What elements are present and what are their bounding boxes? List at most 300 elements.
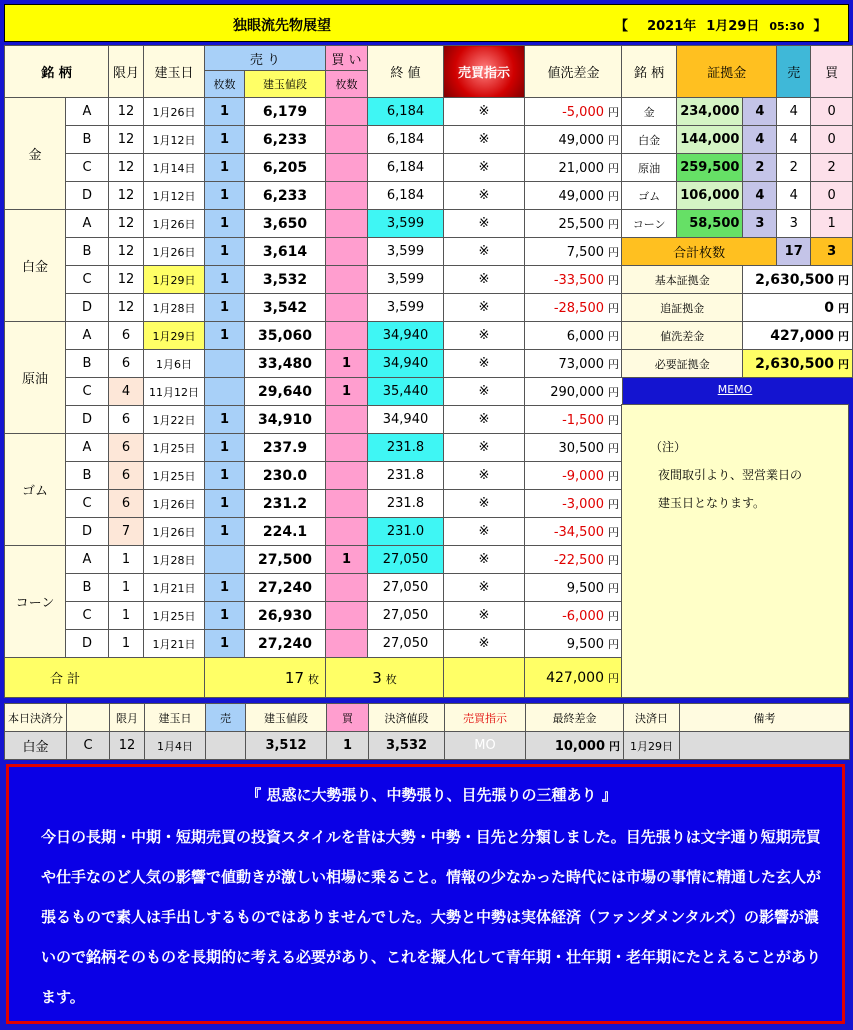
margin-sell: 2 [777, 154, 811, 182]
row-pl: -34,500 円 [525, 518, 623, 546]
row-month: 12 [109, 98, 144, 126]
margin-col-amount: 証拠金 [677, 46, 777, 98]
margin-sell: 4 [777, 126, 811, 154]
row-open-date: 1月25日 [144, 434, 205, 462]
row-instruction: ※ [444, 490, 525, 518]
position-row [5, 602, 623, 630]
row-month: 12 [109, 126, 144, 154]
row-pl: -28,500 円 [525, 294, 623, 322]
row-month: 6 [109, 490, 144, 518]
position-row [5, 210, 623, 238]
settle-col-date: 決済日 [624, 704, 680, 732]
settle-date: 1月29日 [624, 732, 680, 760]
row-buy-count [326, 630, 368, 658]
margin-amount: 259,500 [677, 154, 743, 182]
row-sell-count: 1 [205, 294, 245, 322]
margin-amount: 144,000 [677, 126, 743, 154]
margin-col-sell: 売 [777, 46, 811, 98]
row-pl: 9,500 円 [525, 630, 623, 658]
summary-label: 値洗差金 [622, 322, 743, 350]
row-instruction: ※ [444, 322, 525, 350]
position-row [5, 322, 623, 350]
row-sell-count: 1 [205, 322, 245, 350]
margin-buy: 0 [811, 182, 853, 210]
row-month: 6 [109, 350, 144, 378]
row-buy-count [326, 294, 368, 322]
margin-row [622, 210, 853, 238]
row-close: 6,184 [368, 182, 444, 210]
row-instruction: ※ [444, 126, 525, 154]
row-key: D [66, 630, 109, 658]
margin-amount: 106,000 [677, 182, 743, 210]
row-open-price: 33,480 [245, 350, 326, 378]
settle-price: 3,532 [369, 732, 445, 760]
row-open-date: 1月22日 [144, 406, 205, 434]
row-close: 6,184 [368, 98, 444, 126]
row-month: 12 [109, 266, 144, 294]
row-close: 231.8 [368, 462, 444, 490]
margin-buy: 2 [811, 154, 853, 182]
row-open-date: 1月28日 [144, 546, 205, 574]
row-sell-count [205, 378, 245, 406]
row-month: 12 [109, 182, 144, 210]
margin-lots: 3 [743, 210, 777, 238]
row-key: C [66, 378, 109, 406]
position-row [5, 154, 623, 182]
position-row [5, 350, 623, 378]
row-open-price: 3,542 [245, 294, 326, 322]
row-buy-count [326, 490, 368, 518]
row-open-price: 6,205 [245, 154, 326, 182]
row-close: 3,599 [368, 266, 444, 294]
settle-col-label: 本日決済分 [5, 704, 67, 732]
row-pl: 73,000 円 [525, 350, 623, 378]
row-open-date: 1月29日 [144, 322, 205, 350]
row-month: 12 [109, 210, 144, 238]
row-close: 6,184 [368, 154, 444, 182]
header-bar [4, 4, 849, 42]
row-buy-count [326, 266, 368, 294]
row-open-price: 34,910 [245, 406, 326, 434]
row-open-price: 237.9 [245, 434, 326, 462]
position-row [5, 294, 623, 322]
row-open-price: 29,640 [245, 378, 326, 406]
total-buy: 3 枚 [326, 658, 444, 698]
row-buy-count [326, 518, 368, 546]
row-sell-count [205, 350, 245, 378]
row-instruction: ※ [444, 406, 525, 434]
row-close: 27,050 [368, 602, 444, 630]
row-buy-count [326, 238, 368, 266]
row-sell-count: 1 [205, 238, 245, 266]
row-month: 12 [109, 238, 144, 266]
row-open-date: 1月25日 [144, 462, 205, 490]
row-pl: -33,500 円 [525, 266, 623, 294]
memo-line: 建玉日となります。 [658, 496, 766, 510]
col-open-price: 建玉値段 [245, 71, 326, 98]
row-instruction: ※ [444, 98, 525, 126]
row-open-date: 1月29日 [144, 266, 205, 294]
margin-row [622, 182, 853, 210]
col-close: 終 値 [368, 46, 444, 98]
row-open-date: 1月26日 [144, 238, 205, 266]
row-key: A [66, 546, 109, 574]
settle-col-buy: 買 [327, 704, 369, 732]
row-buy-count [326, 154, 368, 182]
row-close: 34,940 [368, 406, 444, 434]
symbol-name: 金 [5, 98, 66, 210]
margin-lots: 4 [743, 126, 777, 154]
col-open-date: 建玉日 [144, 46, 205, 98]
margin-row [622, 98, 853, 126]
settle-sell [206, 732, 246, 760]
row-close: 27,050 [368, 630, 444, 658]
row-instruction: ※ [444, 630, 525, 658]
row-key: D [66, 518, 109, 546]
row-open-price: 35,060 [245, 322, 326, 350]
total-sell: 17 枚 [205, 658, 326, 698]
settle-open-date: 1月4日 [145, 732, 206, 760]
margin-symbol: 原油 [622, 154, 677, 182]
settle-col-month: 限月 [110, 704, 145, 732]
margin-total-buy: 3 [811, 238, 853, 266]
total-label: 合 計 [5, 658, 205, 698]
margin-summary-row [622, 322, 853, 350]
row-buy-count [326, 602, 368, 630]
col-month: 限月 [109, 46, 144, 98]
position-row [5, 630, 623, 658]
row-key: A [66, 98, 109, 126]
row-instruction: ※ [444, 378, 525, 406]
row-open-price: 26,930 [245, 602, 326, 630]
position-row [5, 182, 623, 210]
margin-col-buy: 買 [811, 46, 853, 98]
margin-sell: 3 [777, 210, 811, 238]
row-sell-count: 1 [205, 602, 245, 630]
margin-summary-row [622, 350, 853, 378]
settle-note [680, 732, 850, 760]
row-buy-count [326, 462, 368, 490]
settle-instruction: MO [445, 732, 526, 760]
memo-line: 夜間取引より、翌営業日の [658, 468, 803, 482]
row-instruction: ※ [444, 238, 525, 266]
row-open-date: 1月12日 [144, 126, 205, 154]
row-sell-count: 1 [205, 154, 245, 182]
row-key: B [66, 126, 109, 154]
row-pl: -9,000 円 [525, 462, 623, 490]
row-month: 6 [109, 322, 144, 350]
row-pl: 290,000 円 [525, 378, 623, 406]
row-instruction: ※ [444, 210, 525, 238]
row-sell-count: 1 [205, 434, 245, 462]
row-open-date: 1月6日 [144, 350, 205, 378]
row-open-price: 224.1 [245, 518, 326, 546]
position-row [5, 546, 623, 574]
col-symbol: 銘 柄 [5, 46, 109, 98]
row-sell-count: 1 [205, 126, 245, 154]
margin-buy: 1 [811, 210, 853, 238]
position-row [5, 266, 623, 294]
row-month: 6 [109, 434, 144, 462]
summary-label: 必要証拠金 [622, 350, 743, 378]
settle-key: C [67, 732, 110, 760]
row-month: 12 [109, 294, 144, 322]
margin-row [622, 126, 853, 154]
margin-amount: 58,500 [677, 210, 743, 238]
settle-final-pl: 10,000 円 [526, 732, 624, 760]
row-key: B [66, 350, 109, 378]
symbol-name: 原油 [5, 322, 66, 434]
margin-lots: 4 [743, 182, 777, 210]
row-open-price: 3,532 [245, 266, 326, 294]
row-sell-count: 1 [205, 98, 245, 126]
row-open-date: 1月21日 [144, 630, 205, 658]
row-pl: 49,000 円 [525, 182, 623, 210]
row-close: 231.8 [368, 434, 444, 462]
row-pl: 6,000 円 [525, 322, 623, 350]
settle-col-open-date: 建玉日 [145, 704, 206, 732]
row-month: 1 [109, 574, 144, 602]
row-close: 231.0 [368, 518, 444, 546]
row-key: C [66, 602, 109, 630]
row-key: D [66, 406, 109, 434]
margin-total-label: 合計枚数 [622, 238, 777, 266]
row-pl: 25,500 円 [525, 210, 623, 238]
row-open-price: 6,179 [245, 98, 326, 126]
row-open-date: 1月26日 [144, 98, 205, 126]
row-instruction: ※ [444, 266, 525, 294]
row-open-price: 6,233 [245, 182, 326, 210]
row-open-price: 27,500 [245, 546, 326, 574]
symbol-name: ゴム [5, 434, 66, 546]
margin-row [622, 154, 853, 182]
position-row [5, 98, 623, 126]
col-pl: 値洗差金 [525, 46, 623, 98]
row-buy-count [326, 98, 368, 126]
symbol-name: コーン [5, 546, 66, 658]
row-key: B [66, 238, 109, 266]
margin-buy: 0 [811, 126, 853, 154]
row-close: 3,599 [368, 210, 444, 238]
row-pl: -6,000 円 [525, 602, 623, 630]
row-key: C [66, 266, 109, 294]
commentary-box [6, 764, 845, 1024]
row-sell-count: 1 [205, 182, 245, 210]
row-instruction: ※ [444, 518, 525, 546]
settle-name: 白金 [5, 732, 67, 760]
settle-col-settle-price: 決済値段 [369, 704, 445, 732]
row-close: 6,184 [368, 126, 444, 154]
margin-symbol: 金 [622, 98, 677, 126]
row-key: C [66, 154, 109, 182]
settle-col-open-price: 建玉値段 [246, 704, 327, 732]
row-instruction: ※ [444, 182, 525, 210]
row-close: 3,599 [368, 238, 444, 266]
row-close: 231.8 [368, 490, 444, 518]
row-instruction: ※ [444, 602, 525, 630]
row-sell-count: 1 [205, 266, 245, 294]
row-key: A [66, 322, 109, 350]
row-close: 35,440 [368, 378, 444, 406]
row-pl: 30,500 円 [525, 434, 623, 462]
row-open-price: 6,233 [245, 126, 326, 154]
margin-sell: 4 [777, 98, 811, 126]
col-sell-count: 枚数 [205, 71, 245, 98]
memo-box [621, 404, 849, 698]
row-open-price: 27,240 [245, 630, 326, 658]
margin-symbol: コーン [622, 210, 677, 238]
col-instruction: 売買指示 [444, 46, 525, 98]
positions-table [4, 45, 623, 698]
row-sell-count: 1 [205, 490, 245, 518]
row-open-price: 231.2 [245, 490, 326, 518]
position-row [5, 574, 623, 602]
row-buy-count [326, 182, 368, 210]
row-key: A [66, 434, 109, 462]
row-buy-count: 1 [326, 546, 368, 574]
row-open-date: 11月12日 [144, 378, 205, 406]
row-open-date: 1月26日 [144, 518, 205, 546]
row-sell-count: 1 [205, 630, 245, 658]
row-buy-count: 1 [326, 378, 368, 406]
row-pl: -3,000 円 [525, 490, 623, 518]
position-row [5, 406, 623, 434]
row-sell-count: 1 [205, 406, 245, 434]
margin-lots: 2 [743, 154, 777, 182]
col-buy-count: 枚数 [326, 71, 368, 98]
position-row [5, 462, 623, 490]
row-instruction: ※ [444, 294, 525, 322]
margin-summary-row [622, 294, 853, 322]
row-instruction: ※ [444, 462, 525, 490]
row-pl: 49,000 円 [525, 126, 623, 154]
margin-symbol: ゴム [622, 182, 677, 210]
margin-total-sell: 17 [777, 238, 811, 266]
position-row [5, 126, 623, 154]
row-open-date: 1月12日 [144, 182, 205, 210]
settle-month: 12 [110, 732, 145, 760]
row-buy-count [326, 126, 368, 154]
row-open-date: 1月21日 [144, 574, 205, 602]
margin-buy: 0 [811, 98, 853, 126]
summary-value: 2,630,500 円 [743, 350, 853, 378]
row-buy-count [326, 406, 368, 434]
row-month: 4 [109, 378, 144, 406]
row-key: B [66, 574, 109, 602]
row-sell-count: 1 [205, 574, 245, 602]
summary-label: 基本証拠金 [622, 266, 743, 294]
row-instruction: ※ [444, 350, 525, 378]
header-datetime: 【 2021年 1月29日 05:30 】 [615, 19, 827, 34]
row-pl: 7,500 円 [525, 238, 623, 266]
margin-table [621, 45, 853, 378]
symbol-name: 白金 [5, 210, 66, 322]
row-open-date: 1月25日 [144, 602, 205, 630]
row-close: 27,050 [368, 546, 444, 574]
memo-line: （注） [650, 440, 687, 454]
row-month: 1 [109, 546, 144, 574]
row-open-price: 230.0 [245, 462, 326, 490]
row-sell-count: 1 [205, 210, 245, 238]
row-open-date: 1月14日 [144, 154, 205, 182]
row-open-price: 3,650 [245, 210, 326, 238]
row-month: 1 [109, 602, 144, 630]
row-close: 34,940 [368, 322, 444, 350]
commentary-body: 今日の長期・中期・短期売買の投資スタイルを昔は大勢・中勢・目先と分類しました。目先張りは文字通り短期売買や仕手なのど人気の影響で値動きが激しい相場に乗ること。情報の少なかった時代には市場の事情に精通した玄人が張るもので素人は手出しするものではありませんでした。大勢と中勢は実体経済（ファンダメンタルズ）の影響が濃いので銘柄そのものを長期的に考える必要があり、これを擬人化して青年期・壮年期・老年期にたとえることがあります。 [41, 828, 822, 1006]
row-sell-count [205, 546, 245, 574]
col-sell: 売 り [205, 46, 326, 71]
summary-label: 追証拠金 [622, 294, 743, 322]
summary-value: 0 円 [743, 294, 853, 322]
row-sell-count: 1 [205, 518, 245, 546]
position-row [5, 378, 623, 406]
settle-buy: 1 [327, 732, 369, 760]
row-month: 6 [109, 462, 144, 490]
total-pl: 427,000 円 [525, 658, 623, 698]
margin-sell: 4 [777, 182, 811, 210]
row-month: 7 [109, 518, 144, 546]
row-pl: 9,500 円 [525, 574, 623, 602]
row-buy-count [326, 574, 368, 602]
col-buy: 買 い [326, 46, 368, 71]
position-row [5, 434, 623, 462]
summary-value: 2,630,500 円 [743, 266, 853, 294]
position-row [5, 490, 623, 518]
row-key: A [66, 210, 109, 238]
margin-symbol: 白金 [622, 126, 677, 154]
settle-col-sell: 売 [206, 704, 246, 732]
row-instruction: ※ [444, 434, 525, 462]
summary-value: 427,000 円 [743, 322, 853, 350]
margin-col-symbol: 銘 柄 [622, 46, 677, 98]
row-key: C [66, 490, 109, 518]
row-buy-count: 1 [326, 350, 368, 378]
row-key: D [66, 182, 109, 210]
row-month: 12 [109, 154, 144, 182]
position-row [5, 238, 623, 266]
row-pl: -22,500 円 [525, 546, 623, 574]
margin-lots: 4 [743, 98, 777, 126]
row-pl: -5,000 円 [525, 98, 623, 126]
row-buy-count [326, 210, 368, 238]
row-close: 3,599 [368, 294, 444, 322]
row-key: B [66, 462, 109, 490]
position-row [5, 518, 623, 546]
row-instruction: ※ [444, 154, 525, 182]
row-pl: -1,500 円 [525, 406, 623, 434]
row-month: 1 [109, 630, 144, 658]
memo-title[interactable]: MEMO [717, 383, 753, 396]
settle-col-instruction: 売買指示 [445, 704, 526, 732]
row-open-date: 1月26日 [144, 210, 205, 238]
settle-open-price: 3,512 [246, 732, 327, 760]
row-sell-count: 1 [205, 462, 245, 490]
row-open-price: 3,614 [245, 238, 326, 266]
settle-col-final-pl: 最終差金 [526, 704, 624, 732]
row-open-date: 1月26日 [144, 490, 205, 518]
row-close: 34,940 [368, 350, 444, 378]
row-buy-count [326, 434, 368, 462]
margin-summary-row [622, 266, 853, 294]
commentary-title: 『 思惑に大勢張り、中勢張り、目先張りの三種あり 』 [246, 786, 617, 804]
settlement-table [4, 703, 850, 760]
row-pl: 21,000 円 [525, 154, 623, 182]
row-key: D [66, 294, 109, 322]
settle-col-note: 備考 [680, 704, 850, 732]
row-instruction: ※ [444, 574, 525, 602]
row-month: 6 [109, 406, 144, 434]
row-buy-count [326, 322, 368, 350]
